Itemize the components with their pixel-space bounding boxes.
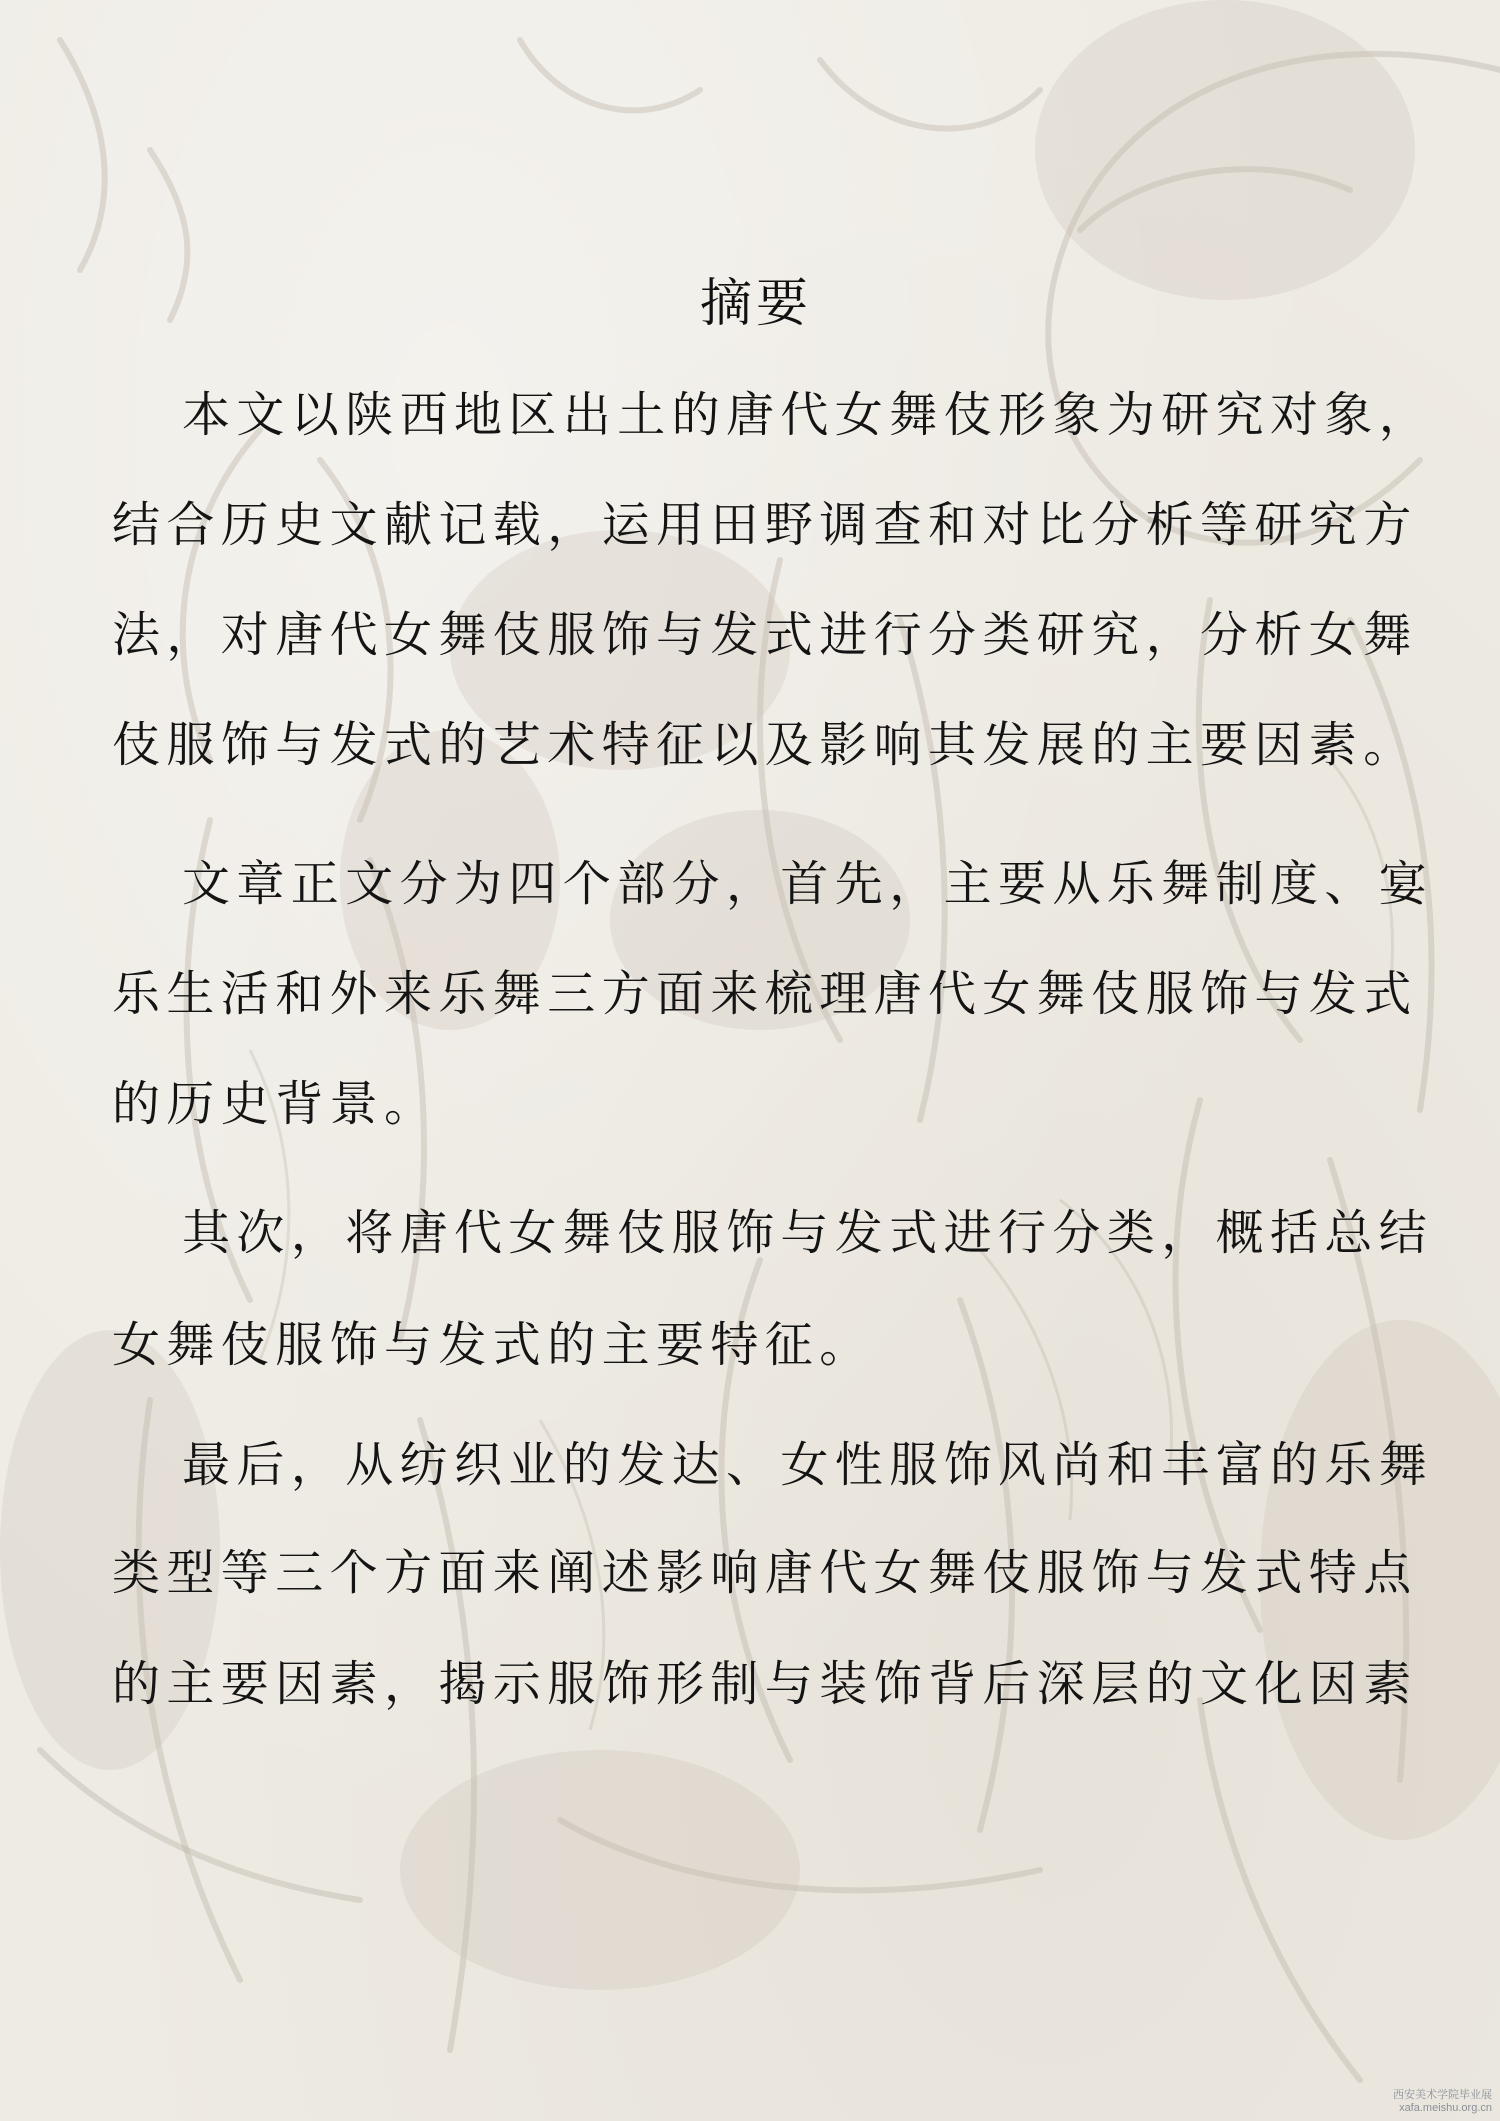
paragraph-line: 本文以陕西地区出土的唐代女舞伎形象为研究对象， [182,387,1434,443]
paragraph-line: 文章正文分为四个部分，首先，主要从乐舞制度、宴 [182,856,1434,912]
paragraph-line: 的历史背景。 [112,1076,439,1132]
paragraph-line: 其次，将唐代女舞伎服饰与发式进行分类，概括总结 [182,1205,1434,1261]
page-title: 摘要 [699,274,812,334]
watermark-line: 西安美术学院毕业展 [1393,2089,1492,2101]
watermark [1393,2089,1492,2115]
paragraph-line: 结合历史文献记载，运用田野调查和对比分析等研究方 [112,497,1418,553]
paragraph-line: 女舞伎服饰与发式的主要特征。 [112,1317,874,1373]
paragraph-line: 伎服饰与发式的艺术特征以及影响其发展的主要因素。 [112,717,1418,773]
paragraph-line: 的主要因素，揭示服饰形制与装饰背后深层的文化因素 [112,1656,1418,1712]
paragraph-line: 类型等三个方面来阐述影响唐代女舞伎服饰与发式特点 [112,1545,1418,1601]
paragraph-line: 最后，从纺织业的发达、女性服饰风尚和丰富的乐舞 [182,1437,1434,1493]
paragraph-line: 法，对唐代女舞伎服饰与发式进行分类研究，分析女舞 [112,607,1418,663]
paragraph-line: 乐生活和外来乐舞三方面来梳理唐代女舞伎服饰与发式 [112,966,1418,1022]
watermark-url: xafa.meishu.org.cn [1399,2102,1492,2114]
